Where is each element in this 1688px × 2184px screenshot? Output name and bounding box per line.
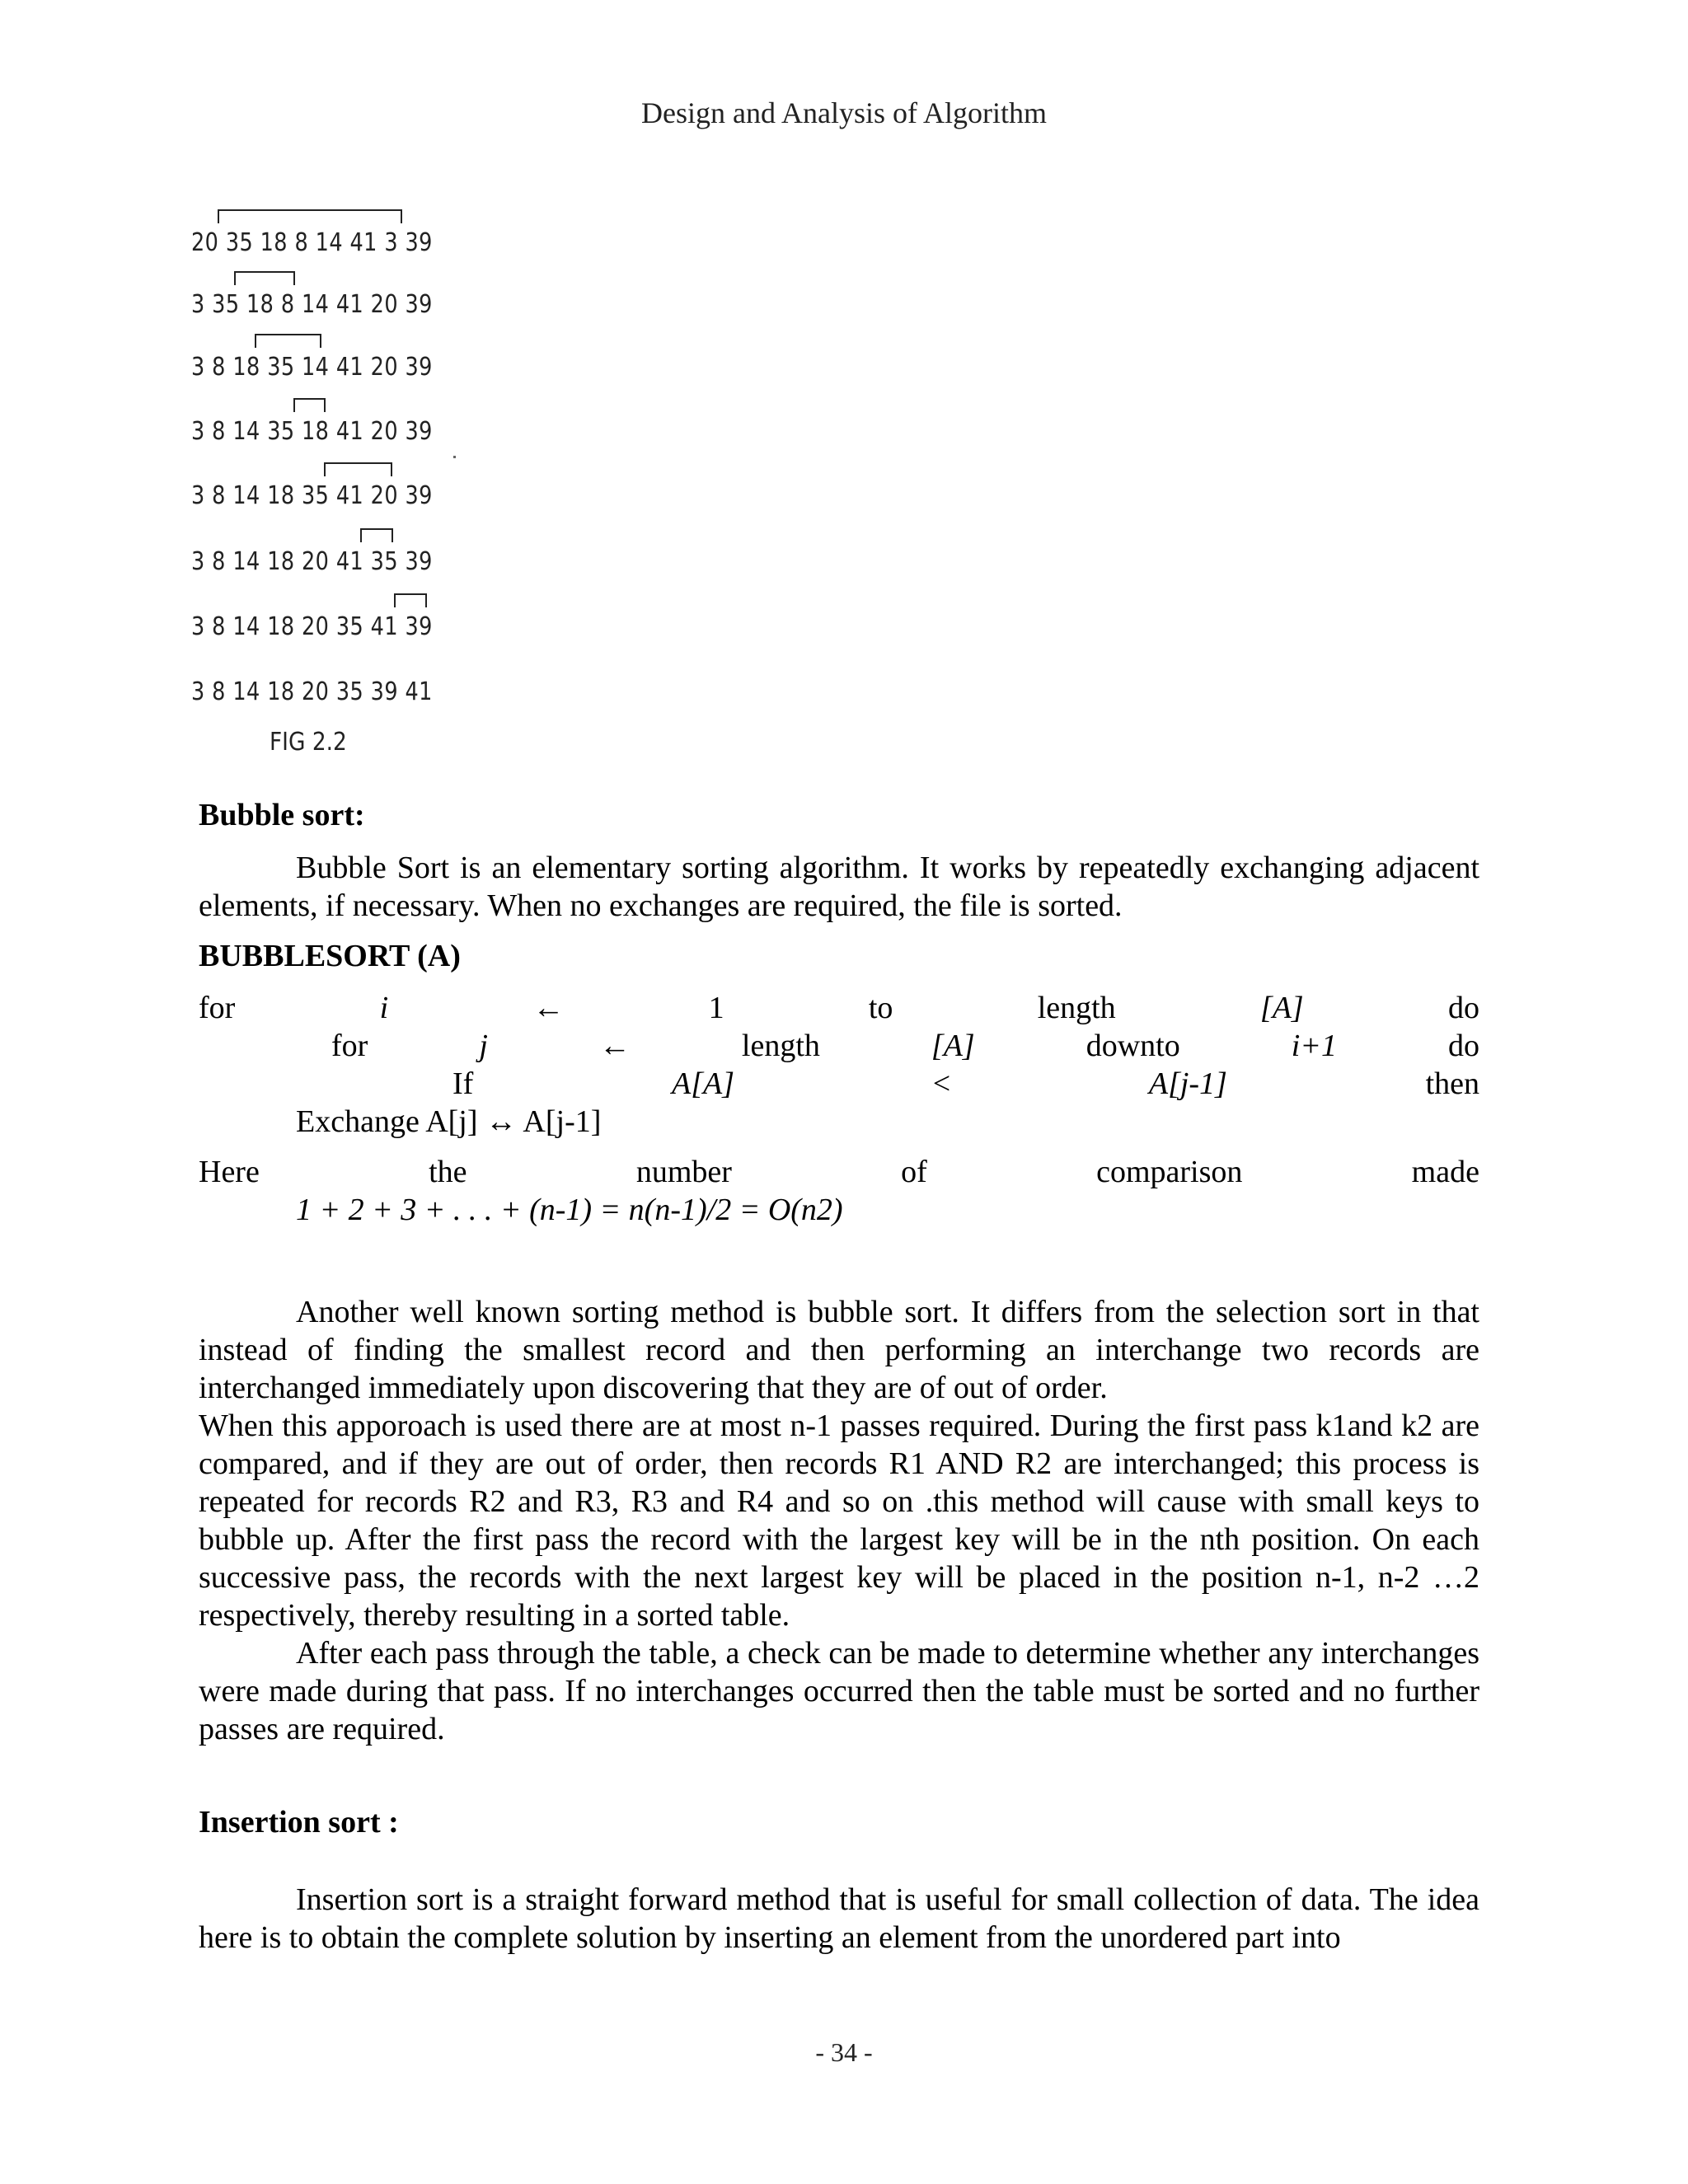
lhs-expression: A[A] (672, 1066, 735, 1101)
assign-arrow: ← (532, 991, 565, 1025)
word: made (1411, 1155, 1479, 1189)
length-function: length (741, 1029, 820, 1063)
algorithm-line-inner-loop (331, 1027, 1479, 1065)
swap-bracket (255, 334, 321, 348)
assign-arrow: ← (598, 1029, 631, 1063)
figure-row (191, 612, 488, 642)
figure-row-values: 3 8 14 18 35 41 20 39 (191, 481, 433, 510)
swap-bracket (293, 398, 326, 412)
swap-bracket (234, 271, 295, 285)
loop-variable: j (479, 1029, 488, 1063)
figure-row (191, 417, 488, 447)
length-function: length (1037, 991, 1116, 1025)
insertion-sort-heading: Insertion sort : (199, 1805, 399, 1840)
keyword: for (199, 991, 236, 1025)
word: number (635, 1155, 732, 1189)
figure-row (191, 290, 488, 320)
figure-row-values: 3 8 14 18 20 35 41 39 (191, 612, 433, 641)
complexity-formula: 1 + 2 + 3 + . . . + (n-1) = n(n-1)/2 = O(n2) (296, 1193, 843, 1227)
word: Here (199, 1155, 260, 1189)
figure-row-values: 3 8 14 18 20 41 35 39 (191, 547, 433, 576)
array-arg: [A] (1259, 991, 1304, 1025)
page-number: - 34 - (815, 2037, 873, 2067)
array-arg: [A] (931, 1029, 975, 1063)
figure-row-values: 3 8 14 18 20 35 39 41 (191, 677, 433, 706)
word: the (429, 1155, 467, 1189)
bubble-sort-heading: Bubble sort: (199, 798, 365, 832)
keyword: downto (1085, 1029, 1180, 1063)
figure-row (191, 228, 488, 258)
comparison-operator: < (932, 1066, 951, 1101)
loop-bound: i+1 (1291, 1029, 1337, 1063)
figure-row-values: 3 8 18 35 14 41 20 39 (191, 353, 433, 382)
swap-bracket (394, 593, 427, 607)
swap-bracket (324, 462, 392, 476)
algorithm-line-exchange: Exchange A[j] ↔ A[j-1] (296, 1104, 602, 1139)
figure-row-values: 20 35 18 8 14 41 3 39 (191, 228, 433, 257)
figure-row (191, 481, 488, 511)
keyword: for (331, 1029, 368, 1063)
swap-bracket (360, 528, 393, 542)
start-value: 1 (708, 991, 724, 1025)
keyword: do (1447, 991, 1479, 1025)
keyword: do (1447, 1029, 1479, 1063)
insertion-sort-paragraph: Insertion sort is a straight forward method that is useful for small collection of data. The idea here is to obtain the complete solution by inserting an element from the unordered part into (199, 1882, 1479, 1955)
algorithm-line-outer-loop (199, 989, 1479, 1027)
bubble-paragraph-3: After each pass through the table, a check can be made to determine whether any interchanges were made during that pass. If no interchanges occurred then the table must be sorted and no further passes are required. (199, 1636, 1479, 1746)
word: of (901, 1155, 927, 1189)
figure-row-values: 3 8 14 35 18 41 20 39 (191, 417, 433, 446)
keyword: to (868, 991, 893, 1025)
keyword: then (1425, 1066, 1479, 1101)
bubble-sort-intro: Bubble Sort is an elementary sorting algorithm. It works by repeatedly exchanging adjacent elements, if necessary. When no exchanges are required, the file is sorted. (199, 851, 1479, 923)
word: comparison (1096, 1155, 1243, 1189)
figure-row (191, 353, 488, 382)
swap-bracket (218, 209, 402, 223)
stray-dot (453, 456, 456, 458)
figure-row (191, 677, 488, 707)
keyword: If (452, 1066, 474, 1101)
bubble-paragraph-1: Another well known sorting method is bubble sort. It differs from the selection sort in that instead of finding the smallest record and then performing an interchange two records are interchanged immediately upon discovering that they are of out of order. (199, 1295, 1479, 1405)
running-header: Design and Analysis of Algorithm (641, 96, 1047, 129)
sorting-figure (191, 210, 488, 771)
comparison-sentence (199, 1153, 1479, 1191)
rhs-expression: A[j-1] (1148, 1066, 1227, 1101)
figure-row-values: 3 35 18 8 14 41 20 39 (191, 290, 433, 319)
algorithm-line-condition (452, 1065, 1479, 1103)
figure-caption: FIG 2.2 (270, 728, 347, 757)
algorithm-title: BUBBLESORT (A) (199, 939, 461, 973)
figure-row (191, 547, 488, 577)
loop-variable: i (379, 991, 389, 1025)
bubble-paragraph-2: When this apporoach is used there are at most n-1 passes required. During the first pass k1and k2 are compared, and if they are out of order, then records R1 AND R2 are interchanged; this process is repeated for records R2 and R3, R3 and R4 and so on .this method will cause with small keys to bubble up. After the first pass the record with the largest key will be in the nth position. On each successive pass, the records with the next largest key will be placed in the position n-1, n-2 …2 respectively, thereby resulting in a sorted table. (199, 1408, 1479, 1633)
